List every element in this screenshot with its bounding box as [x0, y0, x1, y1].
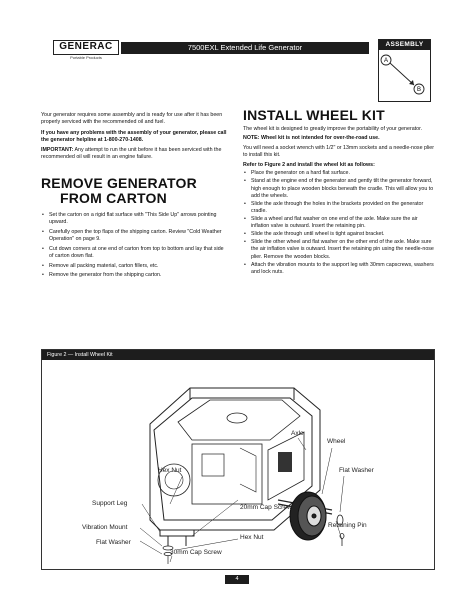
- list-item: • Slide a wheel and flat washer on one end of the axle. Make sure the air inflation valve is outward. Insert the retaining pin.: [251, 216, 435, 231]
- list-item: • Set the carton on a rigid flat surface with "This Side Up" arrows pointing upward.: [49, 212, 229, 227]
- note-paragraph: [243, 135, 435, 142]
- refer-paragraph: Refer to Figure 2 and install the wheel kit as follows:: [243, 162, 375, 169]
- list-item: • Carefully open the top flaps of the shipping carton. Review "Cold Weather Operation" on page 9.: [49, 229, 229, 244]
- important-text: Any attempt to run the unit before it has been serviced with the recommended oil will result in an engine failure.: [41, 147, 222, 161]
- helpline-paragraph: If you have any problems with the assembly of your generator, please call the generator helpline at 1-800-270-1408.: [41, 129, 227, 143]
- figure-install-wheel-kit: [41, 349, 435, 570]
- list-item: • Cut down corners at one end of carton from top to bottom and lay that side of carton down flat.: [49, 246, 229, 261]
- list-item: • Slide the other wheel and flat washer on the other end of the axle. Make sure the air inflation valve is outward. Insert the retaining pin using the needle-nose plier. Remove the wooden blocks.: [251, 239, 435, 261]
- label-20mm-cap-screw: 20mm Cap Screw: [240, 504, 292, 511]
- list-item: • Remove all packing material, carton fillers, etc.: [49, 263, 229, 270]
- list-item: • Attach the vibration mounts to the support leg with 30mm capscrews, washers and lock nuts.: [251, 262, 435, 277]
- label-flat-washer-right: Flat Washer: [339, 467, 374, 474]
- label-hex-nut-bottom: Hex Nut: [240, 534, 264, 541]
- important-paragraph: [41, 147, 229, 162]
- marker-a: A: [383, 58, 389, 64]
- note-text: Wheel kit is not intended for over-the-road use.: [259, 135, 380, 142]
- logo-subtitle: Portable Products: [70, 55, 102, 60]
- list-item: • Place the generator on a hard flat surface.: [251, 170, 435, 177]
- assembly-badge: [378, 39, 431, 102]
- list-item: • Slide the axle through until wheel is tight against bracket.: [251, 231, 435, 238]
- list-item: • Stand at the engine end of the generator and gently tilt the generator forward, high enough to place wooden blocks beneath the cradle. This will allow you to add the wheels.: [251, 178, 435, 200]
- generator-illustration: [42, 360, 434, 569]
- marker-b: B: [416, 87, 422, 93]
- assembly-diagram-icon: [379, 50, 430, 101]
- label-vibration-mount: Vibration Mount: [82, 524, 128, 531]
- list-item: • Remove the generator from the shipping carton.: [49, 272, 229, 279]
- remove-generator-heading: [41, 176, 229, 206]
- label-support-leg: Support Leg: [92, 500, 128, 507]
- intro-paragraph: Your generator requires some assembly and is ready for use after it has been properly serviced with the recommended oil and fuel.: [41, 112, 223, 126]
- tools-paragraph: You will need a socket wrench with 1/2" or 13mm sockets and a needle-nose plier to install this kit.: [243, 144, 435, 158]
- label-wheel: Wheel: [327, 438, 346, 445]
- install-wheel-kit-heading: INSTALL WHEEL KIT: [243, 107, 385, 123]
- left-column: [41, 112, 229, 282]
- install-steps-list: [243, 170, 435, 276]
- label-axle: Axle: [291, 430, 304, 437]
- note-label: NOTE:: [243, 135, 260, 142]
- label-hex-nut-top: Hex Nut: [158, 467, 182, 474]
- heading-line-2: FROM CARTON: [60, 189, 167, 206]
- page-number: 4: [225, 575, 249, 584]
- figure-title: Figure 2 — Install Wheel Kit: [42, 350, 434, 360]
- label-flat-washer-left: Flat Washer: [96, 539, 131, 546]
- generac-logo: GENERAC: [53, 40, 119, 55]
- label-retaining-pin: Retaining Pin: [328, 522, 367, 529]
- important-label: IMPORTANT:: [41, 147, 74, 154]
- wheel-kit-intro: The wheel kit is designed to greatly improve the portability of your generator.: [243, 126, 423, 132]
- assembly-label: ASSEMBLY: [379, 40, 430, 50]
- heading-line-1: REMOVE GENERATOR: [41, 174, 197, 191]
- header-title: 7500EXL Extended Life Generator: [121, 42, 369, 54]
- list-item: • Slide the axle through the holes in the brackets provided on the generator cradle.: [251, 201, 435, 216]
- right-column: [243, 108, 435, 277]
- label-30mm-cap-screw: 30mm Cap Screw: [170, 549, 222, 556]
- remove-steps-list: [41, 212, 229, 280]
